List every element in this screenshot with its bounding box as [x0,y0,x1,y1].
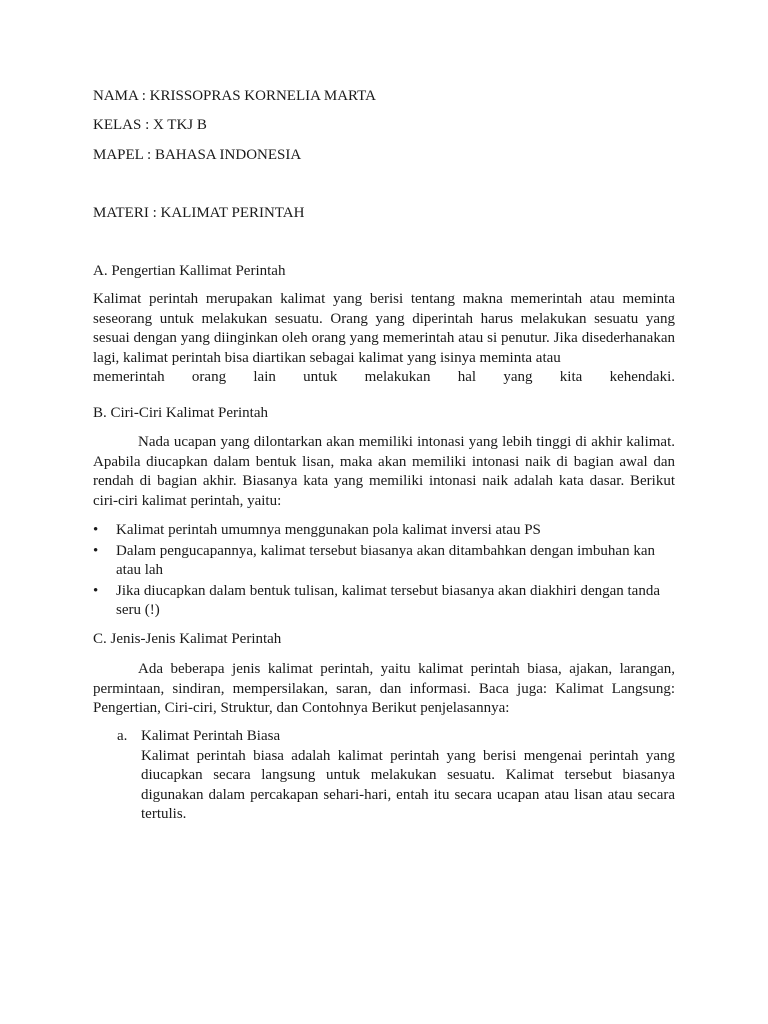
list-item-text: Kalimat perintah umumnya menggunakan pola kalimat inversi atau PS [116,522,541,538]
sub-item-body [141,727,675,825]
section-b-paragraph: Nada ucapan yang dilontarkan akan memiliki intonasi yang lebih tinggi di akhir kalimat. Apabila diucapkan dalam bentuk lisan, maka akan memiliki intonasi naik di bagian awal dan rendah di bagian akhir. Biasanya kata yang memiliki intonasi naik adalah kata dasar. Berikut ciri-ciri kalimat perintah, yaitu: [93,434,675,509]
sub-item-a [117,727,675,825]
section-a-heading: A. Pengertian Kallimat Perintah [93,263,286,279]
section-a-paragraph-body: Kalimat perintah merupakan kalimat yang berisi tentang makna memerintah atau meminta seseorang untuk melakukan sesuatu. Orang yang diperintah harus melakukan sesuatu yang sesuai dengan yang diinginkan oleh orang yang memerintah atau si penutur. Jika disederhanakan lagi, kalimat perintah bisa diartikan sebagai kalimat yang isinya meminta atau [93,291,675,366]
subject: MAPEL : BAHASA INDONESIA [93,147,302,163]
student-class: KELAS : X TKJ B [93,117,207,133]
section-a-paragraph-last-line: memerintah orang lain untuk melakukan hal yang kita kehendaki. [93,369,675,385]
list-item [93,521,675,541]
section-b-heading: B. Ciri-Ciri Kalimat Perintah [93,405,268,421]
list-item-text: Dalam pengucapannya, kalimat tersebut biasanya akan ditambahkan dengan imbuhan kan atau lah [116,542,655,578]
student-name: NAMA : KRISSOPRAS KORNELIA MARTA [93,88,376,104]
bullet-dot-icon: • [93,582,99,599]
section-c-heading: C. Jenis-Jenis Kalimat Perintah [93,631,282,647]
sub-item-marker: a. [117,728,128,744]
sub-item-title: Kalimat Perintah Biasa [141,728,281,744]
list-item-text: Jika diucapkan dalam bentuk tulisan, kalimat tersebut biasanya akan diakhiri dengan tanda seru (!) [116,582,660,618]
section-b-bullet-list [93,521,675,622]
section-c-paragraph: Ada beberapa jenis kalimat perintah, yaitu kalimat perintah biasa, ajakan, larangan, permintaan, sindiran, mempersilakan, saran, dan informasi. Baca juga: Kalimat Langsung: Pengertian, Ciri-ciri, Struktur, dan Contohnya Berikut penjelasannya: [93,661,675,716]
bullet-dot-icon: • [93,542,99,559]
topic: MATERI : KALIMAT PERINTAH [93,205,305,221]
section-a-paragraph [93,290,675,388]
list-item [93,582,675,621]
bullet-dot-icon: • [93,522,99,538]
sub-item-text: Kalimat perintah biasa adalah kalimat perintah yang berisi mengenai perintah yang diucapkan secara langsung untuk melakukan sesuatu. Kalimat tersebut biasanya digunakan dalam percakapan sehari-hari, entah itu secara ucapan atau lisan atau secara tertulis. [141,747,675,822]
list-item [93,542,675,581]
